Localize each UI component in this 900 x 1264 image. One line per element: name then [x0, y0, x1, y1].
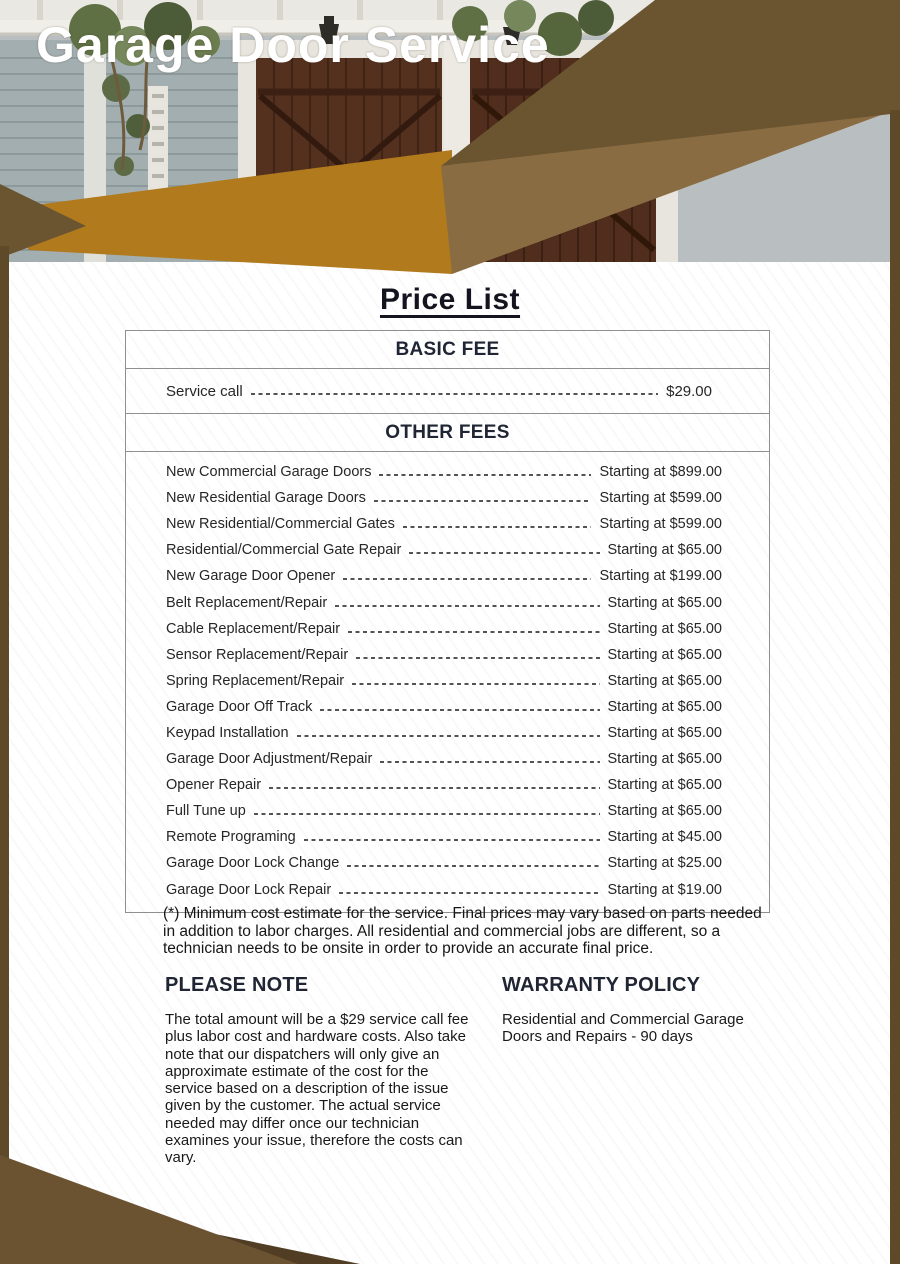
fee-row [126, 746, 769, 772]
dashed-leader [339, 892, 599, 894]
other-fees-rows [126, 452, 769, 912]
fee-price: Starting at $65.00 [607, 751, 722, 768]
fee-row [126, 668, 769, 694]
please-note-header: PLEASE NOTE [165, 974, 309, 996]
fee-row [126, 537, 769, 563]
page-title: Garage Door Service [36, 17, 550, 73]
fee-label: Cable Replacement/Repair [166, 620, 341, 637]
footnote: (*) Minimum cost estimate for the service. Final prices may vary based on parts needed in addition to labor charges. All residential and commercial jobs are different, so a technician needs to be onsite in order to provide an accurate final price. [163, 905, 762, 957]
fee-price: Starting at $65.00 [607, 803, 722, 820]
fee-row [126, 877, 769, 903]
fee-row [126, 459, 769, 485]
fee-price: Starting at $65.00 [607, 777, 722, 794]
fee-price: Starting at $599.00 [599, 516, 722, 533]
price-list-title: Price List [379, 283, 521, 316]
fee-price: Starting at $25.00 [607, 855, 722, 872]
fee-price: Starting at $19.00 [607, 881, 722, 898]
dashed-leader [297, 735, 600, 737]
dashed-leader [380, 761, 599, 763]
dashed-leader [356, 657, 599, 659]
fee-label: Garage Door Lock Repair [166, 881, 332, 898]
footer-wedge-main [0, 1155, 298, 1264]
fee-row [126, 511, 769, 537]
fee-label: Sensor Replacement/Repair [166, 646, 349, 663]
dashed-leader [254, 813, 600, 815]
fee-row [126, 369, 769, 413]
fee-price: Starting at $65.00 [607, 594, 722, 611]
fee-label: Garage Door Lock Change [166, 855, 340, 872]
fee-label: Service call [166, 382, 243, 400]
please-note-body: The total amount will be a $29 service call fee plus labor cost and hardware costs. Also take note that our dispatchers will only give an approximate estimate of the cost for the service based on a description of the issue given by the customer. The actual service needed may differ once our technician examines your issue, therefore the costs can vary. [165, 1011, 469, 1167]
dashed-leader [320, 709, 599, 711]
price-table [125, 330, 770, 913]
fee-price: Starting at $65.00 [607, 698, 722, 715]
fee-label: Residential/Commercial Gate Repair [166, 542, 402, 559]
fee-row [126, 850, 769, 876]
fee-row [126, 642, 769, 668]
dashed-leader [304, 839, 600, 841]
fee-row [126, 694, 769, 720]
warranty-policy-body: Residential and Commercial Garage Doors and Repairs - 90 days [502, 1011, 744, 1046]
dashed-leader [269, 787, 599, 789]
fee-label: Opener Repair [166, 777, 262, 794]
fee-row [126, 616, 769, 642]
warranty-policy-header: WARRANTY POLICY [502, 974, 701, 996]
fee-price: $29.00 [666, 382, 712, 400]
fee-label: Garage Door Adjustment/Repair [166, 751, 373, 768]
basic-fee-header: BASIC FEE [126, 331, 769, 369]
dashed-leader [348, 631, 599, 633]
dashed-leader [403, 526, 592, 528]
fee-price: Starting at $199.00 [599, 568, 722, 585]
warranty-section [502, 974, 764, 1046]
fee-row [126, 772, 769, 798]
fee-row [126, 720, 769, 746]
dashed-leader [343, 578, 591, 580]
fee-price: Starting at $65.00 [607, 620, 722, 637]
fee-row [126, 563, 769, 589]
left-edge-sliver [0, 246, 9, 1160]
fee-price: Starting at $65.00 [607, 724, 722, 741]
dashed-leader [352, 683, 599, 685]
fee-label: Garage Door Off Track [166, 698, 313, 715]
fee-label: Spring Replacement/Repair [166, 672, 345, 689]
other-fees-header: OTHER FEES [126, 414, 769, 452]
fee-label: New Residential Garage Doors [166, 490, 366, 507]
dashed-leader [379, 474, 591, 476]
fee-price: Starting at $65.00 [607, 542, 722, 559]
fee-label: Remote Programing [166, 829, 296, 846]
fee-price: Starting at $899.00 [599, 464, 722, 481]
fee-label: Keypad Installation [166, 724, 289, 741]
fee-label: New Residential/Commercial Gates [166, 516, 395, 533]
dashed-leader [409, 552, 599, 554]
dashed-leader [374, 500, 592, 502]
dashed-leader [347, 865, 599, 867]
fee-row [126, 485, 769, 511]
fee-price: Starting at $65.00 [607, 672, 722, 689]
fee-price: Starting at $599.00 [599, 490, 722, 507]
fee-price: Starting at $45.00 [607, 829, 722, 846]
please-note-section [165, 974, 473, 1167]
fee-row [126, 589, 769, 615]
fee-label: New Garage Door Opener [166, 568, 336, 585]
fee-row [126, 798, 769, 824]
basic-fee-rows [126, 369, 769, 414]
fee-row [126, 824, 769, 850]
fee-price: Starting at $65.00 [607, 646, 722, 663]
fee-label: Belt Replacement/Repair [166, 594, 328, 611]
fee-label: Full Tune up [166, 803, 246, 820]
footer-angle-shapes [0, 1155, 360, 1264]
dashed-leader [335, 605, 599, 607]
dashed-leader [251, 393, 658, 395]
fee-label: New Commercial Garage Doors [166, 464, 372, 481]
